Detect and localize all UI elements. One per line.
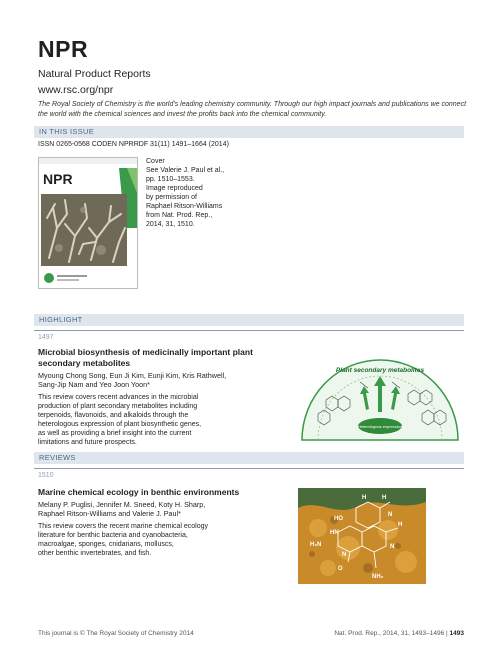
atom-label: H	[362, 495, 367, 501]
reviews-article-title[interactable]: Marine chemical ecology in benthic environments	[38, 487, 240, 497]
cover-image	[38, 157, 138, 289]
atom-label: HO	[334, 516, 343, 522]
atom-label: O	[338, 566, 343, 572]
footer-separator: |	[446, 630, 450, 637]
page-number: 1493	[449, 630, 464, 637]
title-line: Microbial biosynthesis of medicinally important plant	[38, 347, 253, 357]
reviews-authors	[38, 500, 283, 518]
graphic-label: Plant secondary metabolites	[335, 367, 425, 374]
abstract-line: This review covers the recent marine chemical ecology	[38, 523, 209, 530]
abstract-line: This review covers recent advances in the microbial	[38, 394, 199, 401]
authors-line: Sang-Jip Nam and Yeo Joon Yoon*	[38, 380, 150, 389]
publisher-tagline: The Royal Society of Chemistry is the world's leading chemistry community. Through our high impact journals and publications we connect the world with the chemical sciences and invest the profits back into the chemical community.	[38, 101, 467, 118]
atom-label: N	[342, 552, 347, 558]
divider	[34, 468, 464, 469]
atom-label: H	[382, 495, 387, 501]
cover-caption-line: from Nat. Prod. Rep.,	[146, 212, 213, 219]
atom-label: N	[390, 544, 395, 550]
section-heading-in-this-issue: IN THIS ISSUE	[34, 126, 464, 138]
highlight-graphical-abstract	[296, 352, 464, 444]
atom-label: NH₂	[372, 574, 384, 580]
cover-caption-line: Raphael Ritson-Williams	[146, 203, 223, 210]
cover-caption-line: Image reproduced	[146, 185, 203, 192]
divider	[34, 330, 464, 331]
cover-caption-title: Cover	[146, 158, 165, 165]
abstract-line: terpenoids, flavonoids, and alkaloids through the	[38, 412, 189, 419]
highlight-authors	[38, 371, 283, 389]
atom-label: H	[398, 522, 403, 528]
section-heading-highlight: HIGHLIGHT	[34, 314, 464, 326]
abstract-line: literature for benthic bacteria and cyanobacteria,	[38, 532, 188, 539]
abstract-line: macroalgae, sponges, cnidarians, molluscs,	[38, 541, 174, 548]
footer-citation	[310, 630, 464, 637]
atom-label: HN	[330, 530, 339, 536]
abstract-line: other benthic invertebrates, and fish.	[38, 550, 152, 557]
highlight-abstract	[38, 393, 278, 447]
footer-citation-text: Nat. Prod. Rep., 2014, 31, 1493–1496	[334, 630, 445, 637]
authors-line: Myoung Chong Song, Eun Ji Kim, Eunji Kim, Kris Rathwell,	[38, 371, 227, 380]
cover-caption-line: by permission of	[146, 194, 197, 201]
cover-caption-line: See Valerie J. Paul et al.,	[146, 167, 225, 174]
graphic-sublabel: Heterologous expression	[357, 424, 403, 429]
section-heading-reviews: REVIEWS	[34, 452, 464, 464]
cover-caption	[146, 157, 241, 229]
cover-mini-abbr: NPR	[43, 171, 73, 187]
title-line: secondary metabolites	[38, 357, 131, 368]
highlight-page-number: 1497	[38, 334, 54, 341]
abstract-line: as well as providing a brief insight into the current	[38, 430, 192, 437]
abstract-line: production of plant secondary metabolites including	[38, 403, 198, 410]
atom-label: N	[388, 512, 393, 518]
highlight-article-title[interactable]	[38, 347, 283, 368]
abstract-line: heterologous expression of plant biosynthetic genes,	[38, 421, 202, 428]
cover-caption-line: 2014, 31, 1510.	[146, 221, 195, 228]
reviews-graphical-abstract	[298, 488, 426, 584]
journal-url[interactable]: www.rsc.org/npr	[38, 84, 114, 96]
cover-caption-line: pp. 1510–1553.	[146, 176, 195, 183]
cover-rsc-logo-icon	[44, 273, 54, 283]
authors-line: Raphael Ritson-Williams and Valerie J. Paul*	[38, 509, 181, 518]
journal-name: Natural Product Reports	[38, 68, 151, 80]
reviews-abstract	[38, 522, 278, 558]
reviews-page-number: 1510	[38, 472, 54, 479]
atom-label: H₂N	[310, 542, 322, 548]
authors-line: Melany P. Puglisi, Jennifer M. Sneed, Koty H. Sharp,	[38, 500, 206, 509]
issn-line: ISSN 0265-0568 CODEN NPRRDF 31(11) 1491–1664 (2014)	[38, 141, 229, 148]
abstract-line: limitations and future prospects.	[38, 439, 137, 446]
journal-abbreviation: NPR	[38, 36, 89, 62]
footer-copyright: This journal is © The Royal Society of Chemistry 2014	[38, 630, 194, 637]
